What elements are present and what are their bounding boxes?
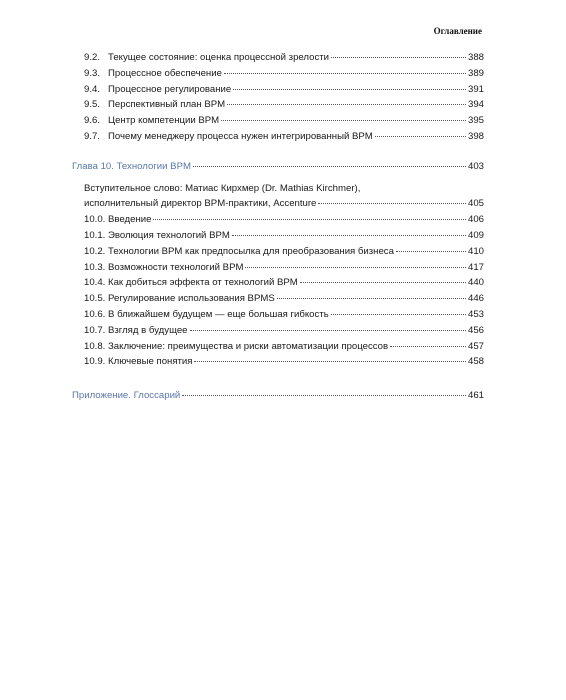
entry-number: 9.2. <box>84 52 101 63</box>
entry-title: 10.1. Эволюция технологий BPM <box>84 229 230 241</box>
toc-entry-9-6[interactable] <box>72 113 484 129</box>
dot-leader <box>193 166 466 167</box>
entry-title: 10.0. Введение <box>84 214 152 226</box>
entry-page: 458 <box>467 356 484 368</box>
toc-entry-10-0[interactable] <box>72 212 484 228</box>
toc-entry-10-3[interactable] <box>72 260 484 276</box>
entry-title: 10.7. Взгляд в будущее <box>84 324 188 336</box>
entry-title: Процессное регулирование <box>108 83 232 95</box>
dot-leader <box>390 346 466 347</box>
foreword-line-2: исполнительный директор BPM-практики, Accenture <box>84 198 317 210</box>
dot-leader <box>331 314 466 315</box>
toc-entry-10-5[interactable] <box>72 291 484 307</box>
entry-page: 391 <box>467 83 484 95</box>
entry-page: 389 <box>467 67 484 79</box>
dot-leader <box>300 282 466 283</box>
entry-number: 9.4. <box>84 83 101 95</box>
toc-entry-9-3[interactable] <box>72 66 484 82</box>
entry-number: 9.3. <box>84 67 101 79</box>
entry-page: 410 <box>467 245 484 257</box>
entry-title: 10.9. Ключевые понятия <box>84 356 193 368</box>
dot-leader <box>375 136 466 137</box>
entry-title: Процессное обеспечение <box>108 67 222 79</box>
entry-title: Почему менеджеру процесса нужен интегрированный BPM <box>108 130 373 142</box>
entry-title: 10.2. Технологии BPM как предпосылка для преобразования бизнеса <box>84 245 394 257</box>
entry-page: 453 <box>467 308 484 320</box>
appendix-title: Приложение. Глоссарий <box>72 390 181 402</box>
toc-entry-10-6[interactable] <box>72 307 484 323</box>
dot-leader <box>182 395 466 396</box>
chapter-page: 403 <box>467 160 484 172</box>
toc-entry-10-9[interactable] <box>72 354 484 370</box>
dot-leader <box>190 330 466 331</box>
entry-number: 9.7. <box>84 130 101 142</box>
entry-page: 446 <box>467 293 484 305</box>
running-title: Оглавление <box>433 26 482 36</box>
chapter-title: Глава 10. Технологии BPM <box>72 160 191 172</box>
toc-entry-9-4[interactable] <box>72 82 484 98</box>
entry-title: 10.5. Регулирование использования BPMS <box>84 293 275 305</box>
dot-leader <box>277 298 466 299</box>
dot-leader <box>232 235 466 236</box>
entry-title: Центр компетенции BPM <box>108 115 220 127</box>
entry-page: 388 <box>467 52 484 63</box>
dot-leader <box>221 120 466 121</box>
toc-chapter-10[interactable] <box>72 159 484 175</box>
entry-page: 395 <box>467 115 484 127</box>
toc-entry-10-2[interactable] <box>72 244 484 260</box>
entry-page: 405 <box>467 198 484 210</box>
dot-leader <box>224 73 466 74</box>
entry-number: 9.6. <box>84 115 101 127</box>
entry-page: 417 <box>467 261 484 273</box>
table-of-contents <box>72 50 484 404</box>
entry-page: 456 <box>467 324 484 336</box>
toc-entry-9-5[interactable] <box>72 97 484 113</box>
toc-entry-foreword[interactable] <box>72 181 484 213</box>
toc-entry-10-1[interactable] <box>72 228 484 244</box>
toc-entry-9-2[interactable] <box>72 50 484 66</box>
entry-page: 409 <box>467 229 484 241</box>
toc-entry-9-7[interactable] <box>72 129 484 145</box>
entry-title: 10.8. Заключение: преимущества и риски автоматизации процессов <box>84 340 389 352</box>
entry-title: 10.3. Возможности технологий BPM <box>84 261 244 273</box>
toc-appendix[interactable] <box>72 388 484 404</box>
appendix-page: 461 <box>467 390 484 402</box>
toc-entry-10-7[interactable] <box>72 323 484 339</box>
foreword-line-1: Вступительное слово: Матиас Кирхмер (Dr. Mathias Kirchmer), <box>84 182 361 194</box>
dot-leader <box>396 251 466 252</box>
toc-entry-10-4[interactable] <box>72 275 484 291</box>
toc-entry-10-8[interactable] <box>72 339 484 355</box>
entry-page: 457 <box>467 340 484 352</box>
dot-leader <box>331 57 466 58</box>
dot-leader <box>194 361 466 362</box>
dot-leader <box>245 267 466 268</box>
entry-title: 10.6. В ближайшем будущем — еще большая гибкость <box>84 308 329 320</box>
dot-leader <box>233 89 466 90</box>
entry-title: Текущее состояние: оценка процессной зрелости <box>108 52 330 63</box>
entry-page: 394 <box>467 99 484 111</box>
entry-title: Перспективный план BPM <box>108 99 226 111</box>
entry-page: 440 <box>467 277 484 289</box>
entry-page: 398 <box>467 130 484 142</box>
entry-page: 406 <box>467 214 484 226</box>
dot-leader <box>153 219 466 220</box>
dot-leader <box>318 203 466 204</box>
entry-title: 10.4. Как добиться эффекта от технологий BPM <box>84 277 298 289</box>
entry-number: 9.5. <box>84 99 101 111</box>
dot-leader <box>227 104 466 105</box>
